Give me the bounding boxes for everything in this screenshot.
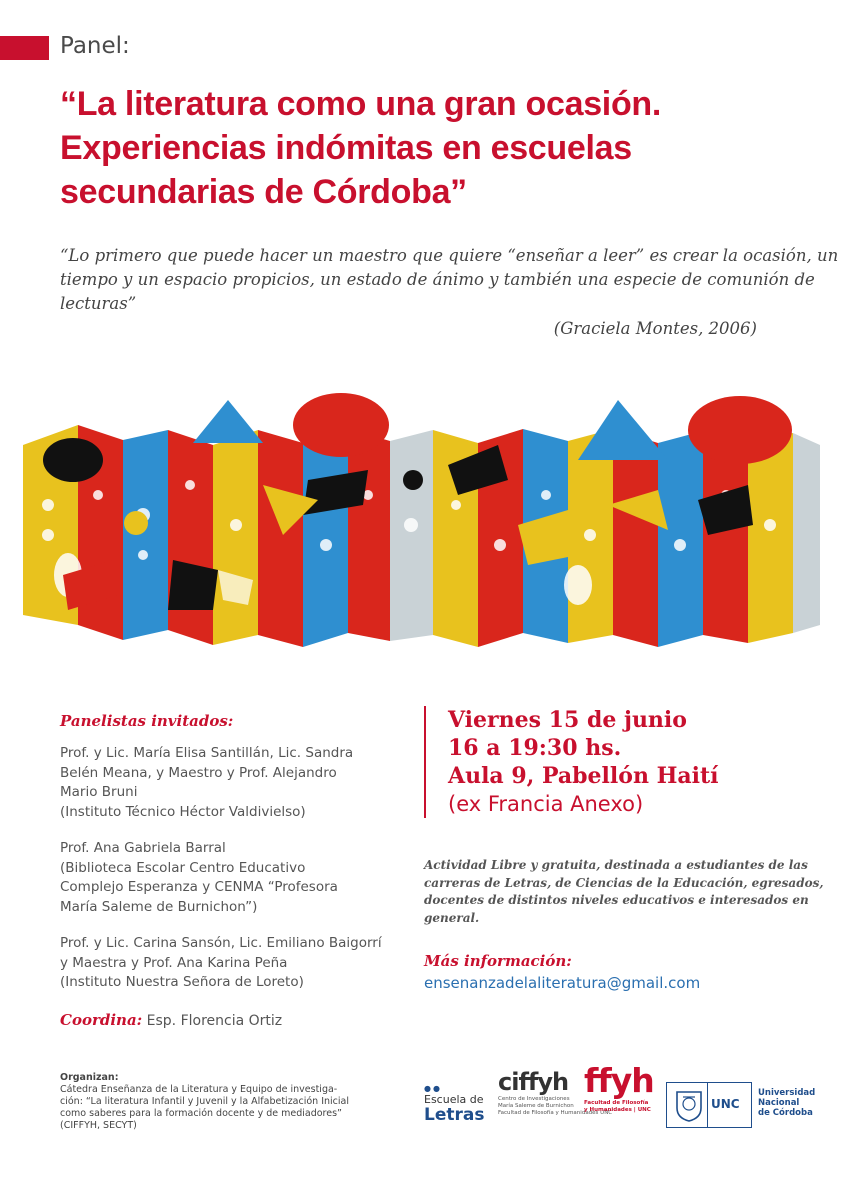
unc-abbr: UNC: [711, 1097, 740, 1111]
event-date: Viernes 15 de junio: [448, 707, 687, 733]
ciffyh-logo: [498, 1068, 613, 1117]
ffyh-subtitle: [584, 1100, 664, 1114]
activity-description: [424, 857, 824, 927]
unc-seal-icon: [673, 1088, 705, 1122]
coordina-name: Esp. Florencia Ortiz: [142, 1012, 283, 1029]
unc-name-line: Nacional: [758, 1098, 800, 1108]
organizers-line: Cátedra Enseñanza de la Literatura y Equipo de investiga-: [60, 1084, 338, 1095]
panelist-line: Complejo Esperanza y CENMA “Profesora: [60, 879, 338, 895]
panelist-group: [60, 839, 400, 917]
event-title: [60, 82, 820, 214]
activity-line: Actividad Libre y gratuita, destinada a estudiantes de las: [424, 858, 808, 872]
organizers-line: ción: “La literatura Infantil y Juvenil y la Alfabetización Inicial: [60, 1096, 350, 1107]
coordina-label: Coordina:: [60, 1010, 143, 1029]
activity-line: carreras de Letras, de Ciencias de la Educación, egresados,: [424, 875, 824, 890]
panelist-line: Belén Meana, y Maestro y Prof. Alejandro: [60, 764, 337, 781]
event-place: Aula 9, Pabellón Haití: [448, 763, 719, 789]
panelists-heading: Panelistas invitados:: [60, 712, 234, 730]
quote-line: tiempo y un espacio propicios, un estado de ánimo y también una especie de comunión de: [60, 270, 815, 289]
more-info-heading: Más información:: [424, 952, 572, 970]
panelist-line: (Biblioteca Escolar Centro Educativo: [60, 859, 306, 876]
escuela-letras-logo: [424, 1084, 484, 1124]
activity-line: general.: [424, 910, 480, 925]
panelist-line: Mario Bruni: [60, 784, 138, 800]
accent-bar: [0, 36, 49, 60]
ciffyh-sub-line: Facultad de Filosofía y Humanidades UNC: [498, 1110, 613, 1116]
panel-label: Panel:: [60, 33, 130, 59]
panelist-group: [60, 934, 400, 993]
unc-name: [758, 1088, 815, 1118]
epigraph-quote: [60, 244, 839, 316]
organizers-heading: Organizan:: [60, 1072, 119, 1083]
panelist-line: (Instituto Técnico Héctor Valdivielso): [60, 803, 306, 820]
letras-big-text: Letras: [424, 1105, 485, 1125]
event-details: [424, 706, 719, 818]
sponsor-logos: [420, 1058, 820, 1138]
unc-divider: [707, 1083, 708, 1127]
quote-author: (Graciela Montes, 2006): [553, 319, 757, 338]
title-line: “La literatura como una gran ocasión.: [60, 85, 662, 123]
quote-line: lecturas”: [60, 294, 137, 313]
unc-name-line: de Córdoba: [758, 1108, 813, 1118]
ciffyh-sub-line: Centro de Investigaciones: [498, 1096, 570, 1102]
unc-name-line: Universidad: [758, 1088, 816, 1098]
activity-line: docentes de distintos niveles educativos e interesados en: [424, 893, 809, 907]
unc-box: [666, 1082, 752, 1128]
dots-icon: ●●: [424, 1084, 442, 1093]
panelists-section: [60, 712, 400, 1029]
ffyh-name: ffyh: [584, 1061, 654, 1100]
title-line: Experiencias indómitas en escuelas: [60, 129, 632, 167]
organizers: [60, 1072, 390, 1132]
more-info: [424, 952, 700, 992]
ciffyh-sub-line: María Saleme de Burnichon: [498, 1103, 574, 1109]
panelist-line: Prof. y Lic. María Elisa Santillán, Lic. Sandra: [60, 745, 354, 761]
contact-email-link[interactable]: ensenanzadelaliteratura@gmail.com: [424, 974, 701, 992]
quote-line: “Lo primero que puede hacer un maestro que quiere “enseñar a leer” es crear la ocasión, un: [60, 246, 839, 265]
event-place-note: (ex Francia Anexo): [448, 792, 644, 816]
pop-up-book-artwork: [18, 385, 825, 675]
panelist-line: Prof. y Lic. Carina Sansón, Lic. Emiliano Baigorrí: [60, 935, 382, 951]
event-time: 16 a 19:30 hs.: [448, 735, 622, 761]
organizers-line: (CIFFYH, SECYT): [60, 1120, 137, 1131]
panelist-line: (Instituto Nuestra Señora de Loreto): [60, 974, 304, 990]
organizers-line: como saberes para la formación docente y de mediadores”: [60, 1108, 342, 1119]
panelist-line: Prof. Ana Gabriela Barral: [60, 840, 226, 856]
panelist-group: [60, 744, 400, 822]
title-line: secundarias de Córdoba”: [60, 173, 467, 211]
letras-small-text: Escuela de: [424, 1093, 484, 1106]
ciffyh-name: ciffyh: [498, 1068, 569, 1096]
unc-logo: [666, 1082, 820, 1128]
ffyh-sub-line: Facultad de Filosofía: [584, 1100, 649, 1106]
ciffyh-subtitle: [498, 1096, 613, 1117]
date-block: [424, 706, 719, 818]
ffyh-sub-line: y Humanidades | UNC: [584, 1107, 651, 1113]
panelist-line: y Maestra y Prof. Ana Karina Peña: [60, 954, 288, 971]
coordinator: [60, 1011, 400, 1029]
panelist-line: María Saleme de Burnichon”): [60, 898, 258, 915]
ffyh-logo: [584, 1062, 664, 1114]
